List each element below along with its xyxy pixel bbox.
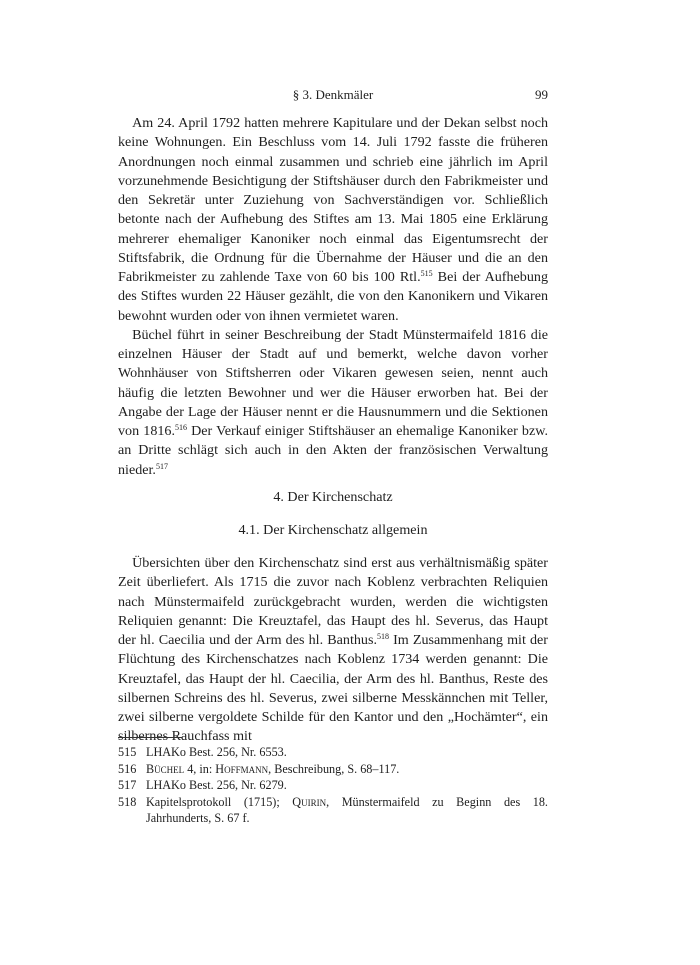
footnote-516: [118, 761, 548, 778]
paragraph-1-text-b: Bei der Aufhebung des Stiftes wurden 22 Häuser gezählt, die von den Kanonikern und Vikaren bewohnt wurden oder von ihnen vermietet waren.: [118, 269, 548, 324]
footnote-rule: [118, 737, 182, 738]
author-name: Quirin: [292, 794, 327, 809]
footnotes: [118, 744, 548, 827]
paragraph-3-text-b: Im Zusammenhang mit der Flüchtung des Kirchenschatzes nach Koblenz 1734 werden genannt: Die Kreuztafel, das Haupt der hl. Caecilia, der Arm des hl. Banthus, Reste des silbernen Schreins des hl. Severus, zwei silberne Messkännchen mit Teller, zwei silberne vergoldete Schilde für den Kantor und den „Hochämter“, ein silbernes Rauchfass mit: [118, 632, 548, 745]
footnote-text-part: , Beschreibung, S. 68–117.: [268, 761, 400, 776]
footnote-text-part: Kapitelsprotokoll (1715);: [146, 794, 293, 809]
footnote-text: [146, 744, 548, 761]
footnote-text: [146, 794, 548, 827]
footnote-number: 518: [118, 794, 137, 809]
footnote-ref-518: 518: [376, 632, 389, 641]
footnote-518: [118, 794, 548, 827]
footnote-text-part: LHAKo Best. 256, Nr. 6553.: [146, 745, 287, 759]
author-name: Büchel: [146, 761, 185, 776]
footnote-ref-515: 515: [420, 269, 433, 278]
running-header: [118, 87, 548, 107]
paragraph-1-text-a: Am 24. April 1792 hatten mehrere Kapitulare und der Dekan selbst noch keine Wohnungen. Ein Beschluss vom 14. Juli 1792 fasste die früheren Anordnungen noch einmal zusammen und schrieb eine jährlich im April vorzunehmende Besichtigung der Stiftshäuser durch den Fabrikmeister und den Sekretär unter Zuziehung von Sachverständigen vor. Schließlich betonte nach der Aufhebung des Stiftes am 13. Mai 1805 eine Erklärung mehrerer ehemaliger Kanoniker noch einmal das Eigentumsrecht der Stiftsfabrik, die Ordnung für die Übernahme der Häuser und die an den Fabrikmeister zu zahlende Taxe von 60 bis 100 Rtl.: [118, 115, 548, 285]
footnote-text-part: , Münstermaifeld zu Beginn des 18. Jahrhunderts, S. 67 f.: [146, 794, 548, 826]
footnote-text: [146, 777, 548, 794]
footnote-text-part: LHAKo Best. 256, Nr. 6279.: [146, 778, 287, 793]
footnote-517: [118, 777, 548, 794]
footnote-text-part: 4, in:: [184, 761, 216, 776]
paragraph-3: [118, 554, 548, 747]
author-name: Hoffmann: [215, 761, 269, 776]
paragraph-3-text-a: Übersichten über den Kirchenschatz sind erst aus verhältnismäßig später Zeit überliefert. Als 1715 die zuvor nach Koblenz verbrachten Reliquien nach Münstermaifeld zurückgebracht wurden, werden die wichtigsten Reliquien genannt: Die Kreuztafel, das Haupt des hl. Severus, das Haupt der hl. Caecilia und der Arm des hl. Banthus.: [118, 555, 548, 648]
footnote-ref-516: 516: [174, 423, 187, 432]
footnote-text: [146, 761, 548, 778]
footnote-number: 516: [118, 761, 137, 776]
paragraph-2-text-a: Büchel führt in seiner Beschreibung der Stadt Münstermaifeld 1816 die einzelnen Häuser der Stadt auf und bemerkt, welche davon vorher Wohnhäuser von Stiftsherren oder Vikaren gewesen seien, nennt auch häufig die letzten Bewohner und wer die Häuser erworben hat. Bei der Angabe der Lage der Häuser nennt er die Hausnummern und die Sektionen von 1816.: [118, 326, 548, 439]
subsection-heading: 4.1. Der Kirchenschatz allgemein: [238, 522, 428, 538]
body-text-lower: [118, 554, 548, 747]
body-text-upper: [118, 114, 548, 480]
page-number: 99: [535, 87, 548, 102]
header-section-title: § 3. Denkmäler: [292, 87, 374, 102]
footnote-ref-517: 517: [155, 461, 168, 471]
footnote-number: 515: [118, 745, 137, 759]
paragraph-2-text-b: Der Verkauf einiger Stiftshäuser an ehemalige Kanoniker bzw. an Dritte schlägt sich auch in den Akten der französischen Verwaltung nieder.: [118, 423, 548, 478]
paragraph-1: [118, 114, 548, 326]
paragraph-2: [118, 326, 548, 480]
footnote-515: [118, 744, 548, 761]
section-heading: 4. Der Kirchenschatz: [273, 489, 393, 505]
footnote-number: 517: [118, 778, 137, 793]
